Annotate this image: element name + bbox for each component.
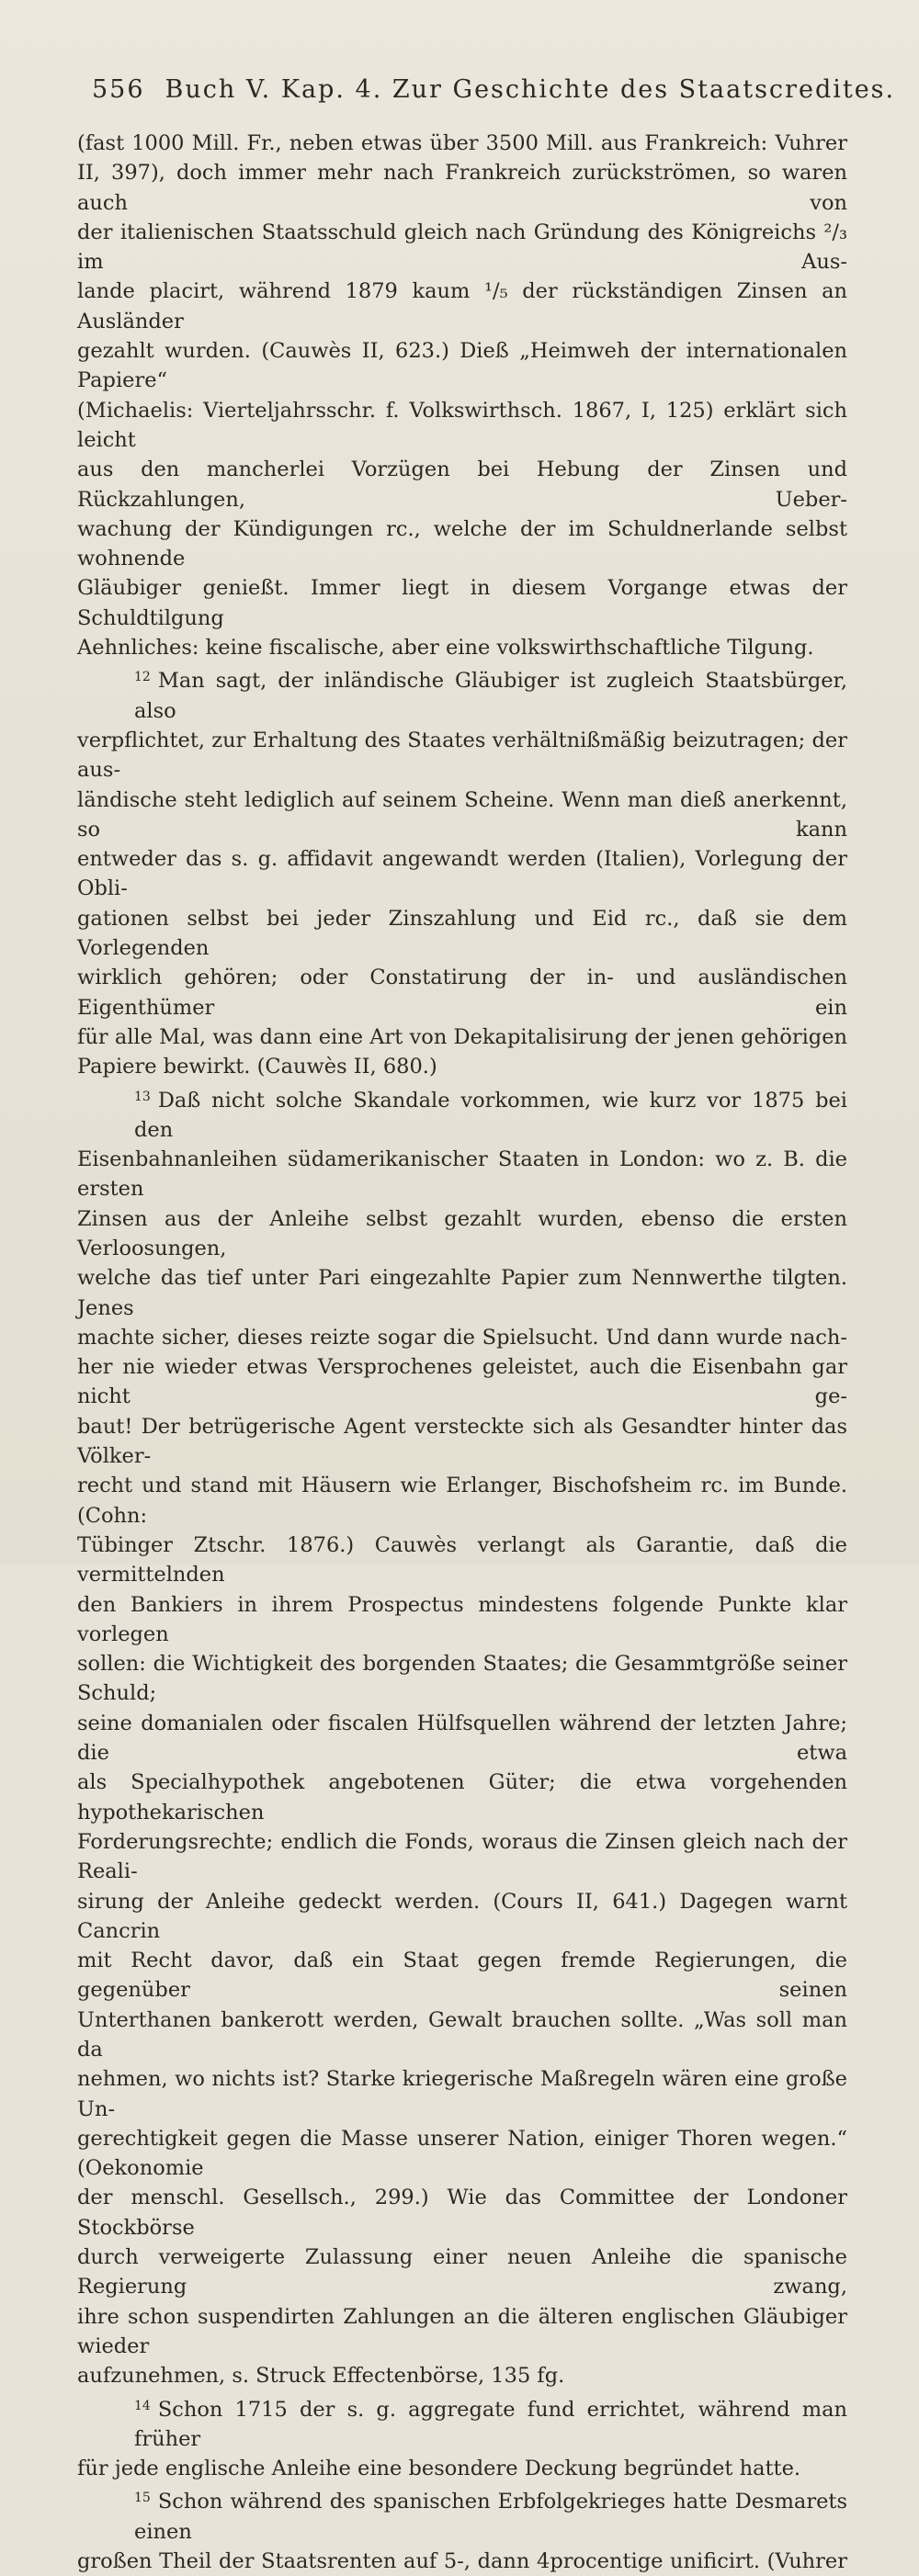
paragraph: [77, 129, 847, 662]
text-line: Aehnliches: keine fiscalische, aber eine volkswirthschaftliche Tilgung.: [77, 636, 814, 661]
text-line: verpflichtet, zur Erhaltung des Staates verhältnißmäßig beizutragen; der aus-: [77, 728, 847, 783]
running-title: Buch V. Kap. 4. Zur Geschichte des Staatscredites.: [165, 75, 896, 104]
text-line: seine domanialen oder fiscalen Hülfsquellen während der letzten Jahre; die etwa: [77, 1711, 847, 1766]
text-line: sirung der Anleihe gedeckt werden. (Cours II, 641.) Dagegen warnt Cancrin: [77, 1889, 847, 1943]
text-line: den Bankiers in ihrem Prospectus mindestens folgende Punkte klar vorlegen: [77, 1592, 847, 1646]
text-line: der menschl. Gesellsch., 299.) Wie das Committee der Londoner Stockbörse: [77, 2186, 847, 2240]
text-line: (Michaelis: Vierteljahrsschr. f. Volkswirthsch. 1867, I, 125) erklärt sich leicht: [77, 398, 847, 452]
footnote-13: [77, 1082, 847, 2391]
text-line: aus den mancherlei Vorzügen bei Hebung der Zinsen und Rückzahlungen, Ueber-: [77, 458, 847, 512]
text-line: Gläubiger genießt. Immer liegt in diesem Vorgange etwas der Schuldtilgung: [77, 576, 847, 630]
footnote-number: 14: [134, 2398, 151, 2413]
text-line: gerechtigkeit gegen die Masse unserer Nation, einiger Thoren wegen.“ (Oekonomie: [77, 2126, 847, 2181]
text-line: mit Recht davor, daß ein Staat gegen fremde Regierungen, die gegenüber seinen: [77, 1949, 847, 2003]
text-line: Zinsen aus der Anleihe selbst gezahlt wurden, ebenso die ersten Verloosungen,: [77, 1206, 847, 1260]
text-line: II, 397), doch immer mehr nach Frankreich zurückströmen, so waren auch von: [77, 161, 847, 215]
text-line: Schon während des spanischen Erbfolgekrieges hatte Desmarets einen: [134, 2490, 847, 2544]
footnote-14: [77, 2391, 847, 2484]
text-line: aufzunehmen, s. Struck Effectenbörse, 135 fg.: [77, 2364, 565, 2389]
text-line: Daß nicht solche Skandale vorkommen, wie kurz vor 1875 bei den: [134, 1088, 847, 1142]
text-line: Eisenbahnanleihen südamerikanischer Staaten in London: wo z. B. die ersten: [77, 1147, 847, 1202]
text-line: Unterthanen bankerott werden, Gewalt brauchen sollte. „Was soll man da: [77, 2007, 847, 2062]
text-line: ländische steht lediglich auf seinem Scheine. Wenn man dieß anerkennt, so kann: [77, 787, 847, 842]
text-line: (fast 1000 Mill. Fr., neben etwas über 3500 Mill. aus Frankreich: Vuhrer: [77, 131, 847, 155]
text-line: welche das tief unter Pari eingezahlte Papier zum Nennwerthe tilgten. Jenes: [77, 1266, 847, 1320]
text-line: für alle Mal, was dann eine Art von Dekapitalisirung der jenen gehörigen: [77, 1024, 847, 1049]
footnote-number: 12: [134, 670, 151, 685]
text-line: Man sagt, der inländische Gläubiger ist zugleich Staatsbürger, also: [134, 669, 847, 723]
text-line: großen Theil der Staatsrenten auf 5-, dann 4procentige unificirt. (Vuhrer: [77, 2549, 847, 2574]
text-line: Papiere bewirkt. (Cauwès II, 680.): [77, 1055, 437, 1079]
page-header: [92, 75, 896, 104]
text-line: durch verweigerte Zulassung einer neuen Anleihe die spanische Regierung zwang,: [77, 2245, 847, 2299]
text-line: Tübinger Ztschr. 1876.) Cauwès verlangt als Garantie, daß die vermittelnden: [77, 1532, 847, 1587]
text-line: gationen selbst bei jeder Zinszahlung und Eid rc., daß sie dem Vorlegenden: [77, 906, 847, 961]
text-line: nehmen, wo nichts ist? Starke kriegerische Maßregeln wären eine große Un-: [77, 2067, 847, 2121]
text-line: Schon 1715 der s. g. aggregate fund errichtet, während man früher: [134, 2397, 847, 2451]
page-number: 556: [92, 75, 145, 104]
text-line: entweder das s. g. affidavit angewandt werden (Italien), Vorlegung der Obli-: [77, 847, 847, 901]
text-line: machte sicher, dieses reizte sogar die Spielsucht. Und dann wurde nach-: [77, 1325, 847, 1350]
text-line: wachung der Kündigungen rc., welche der im Schuldnerlande selbst wohnende: [77, 516, 847, 571]
body-text: [77, 129, 847, 2576]
text-line: Forderungsrechte; endlich die Fonds, woraus die Zinsen gleich nach der Reali-: [77, 1829, 847, 1884]
text-line: gezahlt wurden. (Cauwès II, 623.) Dieß „Heimweh der internationalen Papiere“: [77, 339, 847, 393]
footnote-number: 15: [134, 2491, 151, 2506]
text-line: ihre schon suspendirten Zahlungen an die älteren englischen Gläubiger wieder: [77, 2304, 847, 2358]
text-line: recht und stand mit Häusern wie Erlanger, Bischofsheim rc. im Bunde. (Cohn:: [77, 1474, 847, 1528]
text-line: sollen: die Wichtigkeit des borgenden Staates; die Gesammtgröße seiner Schuld;: [77, 1652, 847, 1706]
footnote-15: [77, 2483, 847, 2576]
text-line: baut! Der betrügerische Agent versteckte sich als Gesandter hinter das Völker-: [77, 1414, 847, 1469]
text-line: als Specialhypothek angebotenen Güter; die etwa vorgehenden hypothekarischen: [77, 1770, 847, 1825]
text-line: für jede englische Anleihe eine besondere Deckung begründet hatte.: [77, 2457, 801, 2481]
text-line: lande placirt, während 1879 kaum ¹/₅ der rückständigen Zinsen an Ausländer: [77, 279, 847, 333]
text-line: wirklich gehören; oder Constatirung der in- und ausländischen Eigenthümer ein: [77, 966, 847, 1020]
text-line: her nie wieder etwas Versprochenes geleistet, auch die Eisenbahn gar nicht ge-: [77, 1355, 847, 1409]
footnote-number: 13: [134, 1089, 151, 1104]
text-line: der italienischen Staatsschuld gleich nach Gründung des Königreichs ²/₃ im Aus-: [77, 220, 847, 275]
footnote-12: [77, 662, 847, 1081]
